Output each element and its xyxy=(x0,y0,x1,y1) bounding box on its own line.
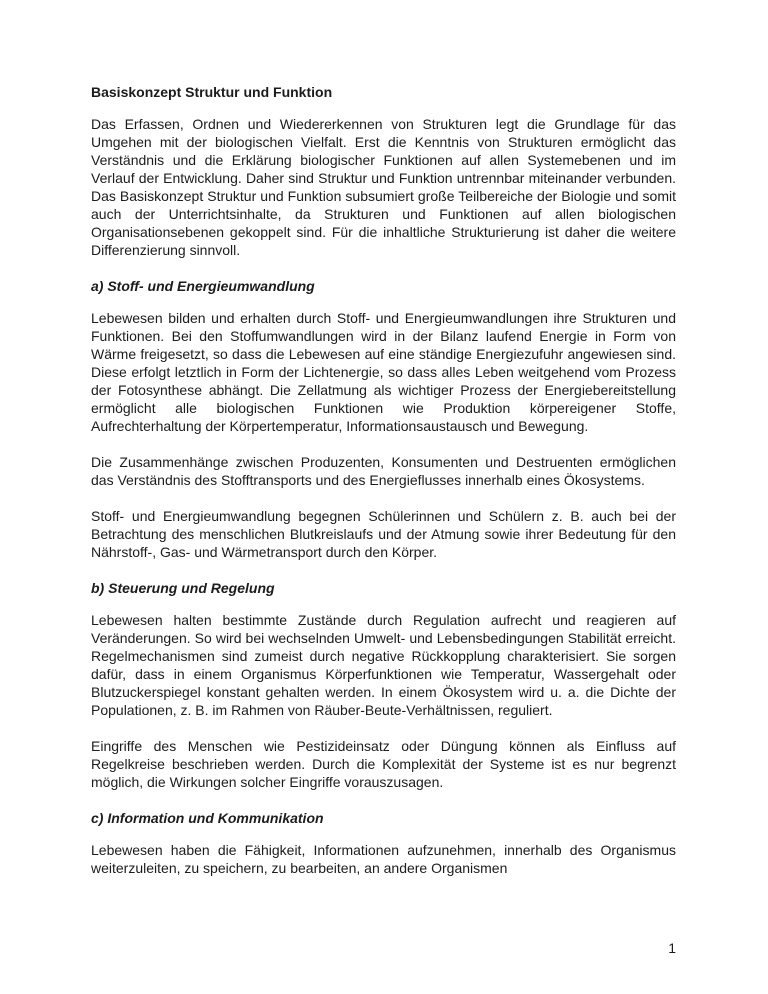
section-heading-b: b) Steuerung und Regelung xyxy=(91,580,275,596)
paragraph-b-1: Lebewesen halten bestimmte Zustände durch Regulation aufrecht und reagieren auf Veränderungen. So wird bei wechselnden Umwelt- und Lebensbedingungen Stabilität erreicht. Regelmechanismen sind zumeist durch negative Rückkopplung charakterisiert. Sie sorgen dafür, dass in einem Organismus Körperfunktionen wie Temperatur, Wassergehalt oder Blutzuckerspiegel konstant gehalten werden. In einem Ökosystem wird u. a. die Dichte der Populationen, z. B. im Rahmen von Räuber-Beute-Verhältnissen, reguliert. xyxy=(91,612,676,718)
paragraph-b-2: Eingriffe des Menschen wie Pestizideinsatz oder Düngung können als Einfluss auf Regelkreise beschrieben werden. Durch die Komplexität der Systeme ist es nur begrenzt möglich, die Wirkungen solcher Eingriffe vorauszusagen. xyxy=(91,738,676,790)
paragraph-a-3: Stoff- und Energieumwandlung begegnen Schülerinnen und Schülern z. B. auch bei der Betrachtung des menschlichen Blutkreislaufs und der Atmung sowie ihrer Bedeutung für den Nährstoff-, Gas- und Wärmetransport durch den Körper. xyxy=(91,508,676,560)
page-number: 1 xyxy=(668,940,676,956)
paragraph-a-1: Lebewesen bilden und erhalten durch Stoff- und Energieumwandlungen ihre Strukturen und Funktionen. Bei den Stoffumwandlungen wird in der Bilanz laufend Energie in Form von Wärme freigesetzt, so dass die Lebewesen auf eine ständige Energiezufuhr angewiesen sind. Diese erfolgt letztlich in Form der Lichtenergie, so dass alles Leben weitgehend vom Prozess der Fotosynthese abhängt. Die Zellatmung als wichtiger Prozess der Energiebereitstellung ermöglicht alle biologischen Funktionen wie Produktion körpereigener Stoffe, Aufrechterhaltung der Körpertemperatur, Informationsaustausch und Bewegung. xyxy=(91,310,676,434)
section-heading-a: a) Stoff- und Energieumwandlung xyxy=(91,278,315,294)
paragraph-c-1: Lebewesen haben die Fähigkeit, Informationen aufzunehmen, innerhalb des Organismus weiterzuleiten, zu speichern, zu bearbeiten, an andere Organismen xyxy=(91,842,676,876)
section-heading-c: c) Information und Kommunikation xyxy=(91,810,324,826)
paragraph-a-2: Die Zusammenhänge zwischen Produzenten, Konsumenten und Destruenten ermöglichen das Verständnis des Stofftransports und des Energieflusses innerhalb eines Ökosystems. xyxy=(91,454,676,488)
paragraph-intro: Das Erfassen, Ordnen und Wiedererkennen von Strukturen legt die Grundlage für das Umgehen mit der biologischen Vielfalt. Erst die Kenntnis von Strukturen ermöglicht das Verständnis und die Erklärung biologischer Funktionen auf allen Systemebenen und im Verlauf der Entwicklung. Daher sind Struktur und Funktion untrennbar miteinander verbunden. Das Basiskonzept Struktur und Funktion subsumiert große Teilbereiche der Biologie und somit auch der Unterrichtsinhalte, da Strukturen und Funktionen auf allen biologischen Organisationsebenen gekoppelt sind. Für die inhaltliche Strukturierung ist daher die weitere Differenzierung sinnvoll. xyxy=(91,116,676,258)
document-title: Basiskonzept Struktur und Funktion xyxy=(91,84,333,100)
